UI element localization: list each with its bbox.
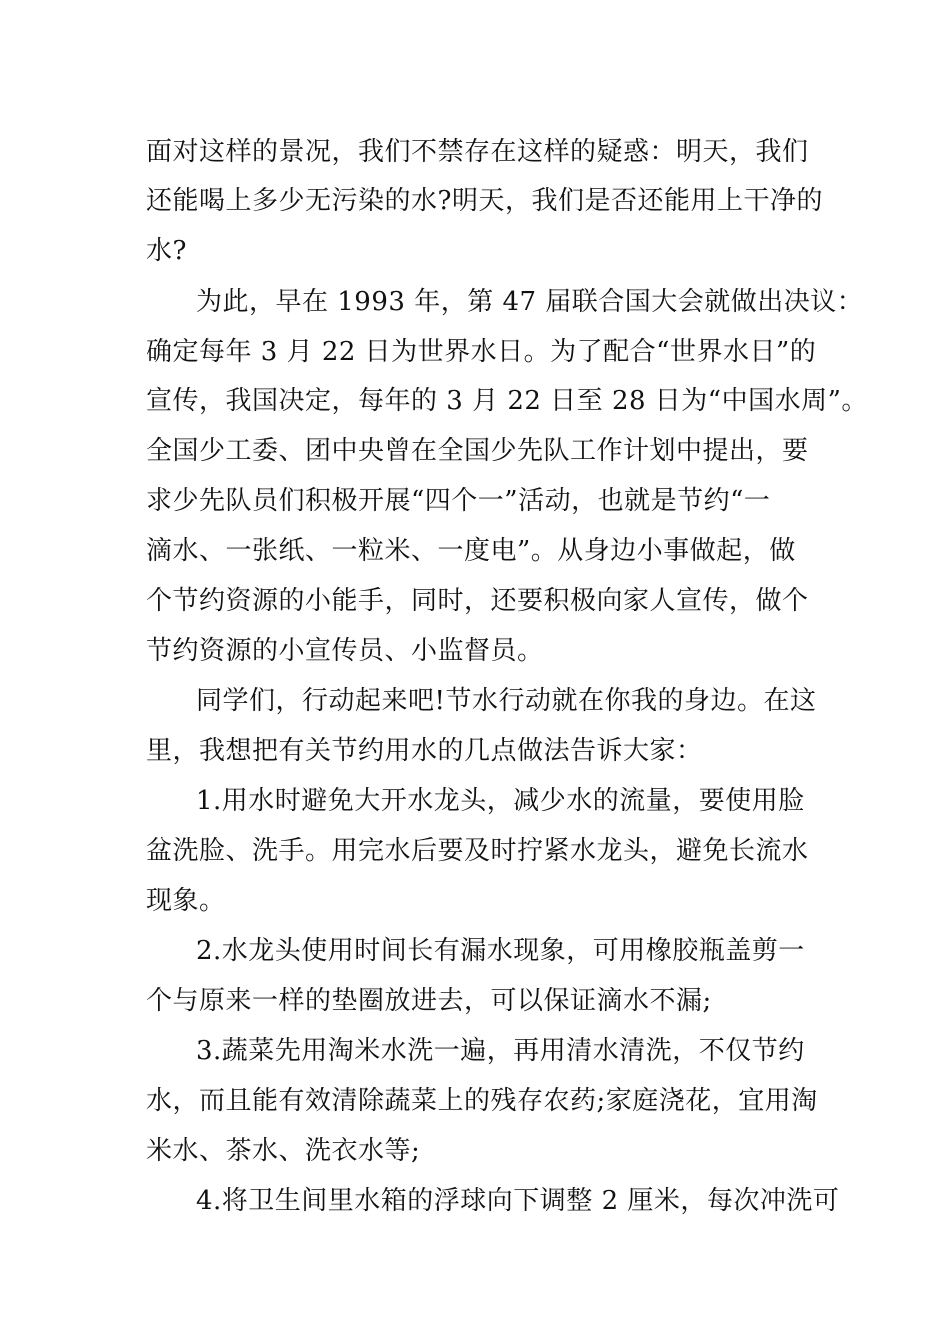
text-line: 现象。 (146, 886, 226, 916)
text-line: 面对这样的景况，我们不禁存在这样的疑惑：明天，我们 (146, 137, 809, 167)
text-line: 水? (146, 236, 187, 266)
text-line: 个与原来一样的垫圈放进去，可以保证滴水不漏; (146, 986, 712, 1016)
text-line: 滴水、一张纸、一粒米、一度电”。从身边小事做起，做 (146, 536, 796, 566)
text-line: 里，我想把有关节约用水的几点做法告诉大家： (146, 736, 703, 766)
text-line: 宣传，我国决定，每年的 3 月 22 日至 28 日为“中国水周”。 (146, 386, 868, 416)
text-line: 为此，早在 1993 年，第 47 届联合国大会就做出决议： (196, 287, 864, 317)
text-line: 米水、茶水、洗衣水等; (146, 1136, 421, 1166)
text-line: 确定每年 3 月 22 日为世界水日。为了配合“世界水日”的 (146, 337, 817, 367)
text-line: 全国少工委、团中央曾在全国少先队工作计划中提出，要 (146, 436, 809, 466)
text-line: 求少先队员们积极开展“四个一”活动，也就是节约“一 (146, 486, 771, 516)
text-line: 2.水龙头使用时间长有漏水现象，可用橡胶瓶盖剪一 (196, 936, 805, 966)
text-line: 水，而且能有效清除蔬菜上的残存农药;家庭浇花，宜用淘 (146, 1086, 818, 1116)
text-line: 个节约资源的小能手，同时，还要积极向家人宣传，做个 (146, 586, 809, 616)
text-line: 4.将卫生间里水箱的浮球向下调整 2 厘米，每次冲洗可 (196, 1186, 840, 1216)
text-line: 节约资源的小宣传员、小监督员。 (146, 636, 544, 666)
text-line: 3.蔬菜先用淘米水洗一遍，再用清水清洗，不仅节约 (196, 1036, 805, 1066)
text-line: 盆洗脸、洗手。用完水后要及时拧紧水龙头，避免长流水 (146, 836, 809, 866)
text-line: 还能喝上多少无污染的水?明天，我们是否还能用上干净的 (146, 186, 823, 216)
text-line: 1.用水时避免大开水龙头，减少水的流量，要使用脸 (196, 786, 805, 816)
text-line: 同学们，行动起来吧!节水行动就在你我的身边。在这 (196, 686, 817, 716)
